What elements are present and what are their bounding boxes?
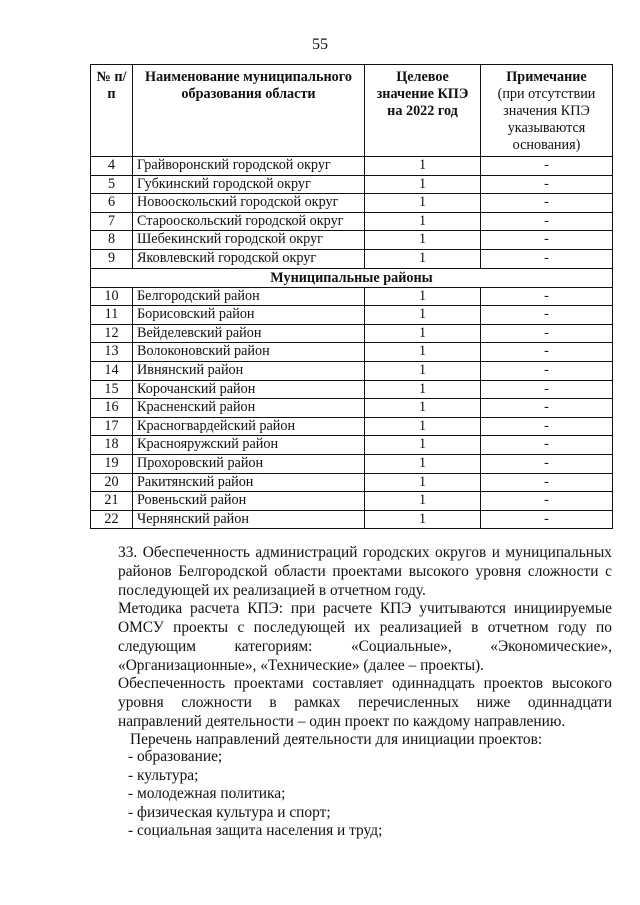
row-municipality-name: Волоконовский район xyxy=(133,343,365,362)
row-municipality-name: Прохоровский район xyxy=(133,454,365,473)
row-target-value: 1 xyxy=(365,473,481,492)
row-note: - xyxy=(481,249,613,268)
row-target-value: 1 xyxy=(365,454,481,473)
table-row xyxy=(91,194,613,213)
row-number: 4 xyxy=(91,157,133,176)
table-row xyxy=(91,287,613,306)
row-note: - xyxy=(481,380,613,399)
row-note: - xyxy=(481,454,613,473)
row-number: 15 xyxy=(91,380,133,399)
table-row xyxy=(91,399,613,418)
direction-item: - образование; xyxy=(128,748,223,765)
table-row xyxy=(91,492,613,511)
row-note: - xyxy=(481,306,613,325)
row-note: - xyxy=(481,231,613,250)
row-number: 6 xyxy=(91,194,133,213)
row-municipality-name: Борисовский район xyxy=(133,306,365,325)
header-note xyxy=(481,65,613,157)
row-target-value: 1 xyxy=(365,175,481,194)
header-note-title: Примечание xyxy=(506,69,587,85)
table-row xyxy=(91,175,613,194)
row-municipality-name: Грайворонский городской округ xyxy=(133,157,365,176)
row-municipality-name: Корочанский район xyxy=(133,380,365,399)
row-municipality-name: Ивнянский район xyxy=(133,361,365,380)
row-note: - xyxy=(481,212,613,231)
paragraph-provision: Обеспеченность проектами составляет одиннадцать проектов высокого уровня сложности в рамках перечисленных ниже одиннадцати направлений деятельности – один проект по каждому направлению. xyxy=(118,675,612,730)
row-number: 11 xyxy=(91,306,133,325)
row-municipality-name: Чернянский район xyxy=(133,510,365,529)
row-municipality-name: Белгородский район xyxy=(133,287,365,306)
table-row xyxy=(91,473,613,492)
row-note: - xyxy=(481,492,613,511)
row-note: - xyxy=(481,473,613,492)
header-target-value: Целевое значение КПЭ на 2022 год xyxy=(365,65,481,157)
row-municipality-name: Старооскольский городской округ xyxy=(133,212,365,231)
direction-item: - молодежная политика; xyxy=(128,785,286,803)
row-target-value: 1 xyxy=(365,306,481,325)
row-target-value: 1 xyxy=(365,399,481,418)
row-number: 10 xyxy=(91,287,133,306)
table-row xyxy=(91,306,613,325)
row-note: - xyxy=(481,324,613,343)
row-note: - xyxy=(481,399,613,418)
row-target-value: 1 xyxy=(365,510,481,529)
row-number: 16 xyxy=(91,399,133,418)
row-number: 14 xyxy=(91,361,133,380)
row-number: 20 xyxy=(91,473,133,492)
table-header-row xyxy=(91,65,613,157)
paragraph-33: 33. Обеспеченность администраций городских округов и муниципальных районов Белгородской области проектами высокого уровня сложности с последующей их реализацией в отчетном году. xyxy=(118,544,612,599)
row-target-value: 1 xyxy=(365,287,481,306)
row-target-value: 1 xyxy=(365,380,481,399)
row-target-value: 1 xyxy=(365,249,481,268)
row-note: - xyxy=(481,287,613,306)
kpe-table xyxy=(90,64,613,529)
table-row xyxy=(91,361,613,380)
row-municipality-name: Новооскольский городской округ xyxy=(133,194,365,213)
direction-item: - социальная защита населения и труд; xyxy=(128,822,383,840)
row-number: 13 xyxy=(91,343,133,362)
row-note: - xyxy=(481,157,613,176)
row-number: 12 xyxy=(91,324,133,343)
paragraph-methodology: Методика расчета КПЭ: при расчете КПЭ учитываются инициируемые ОМСУ проекты с последующей их реализацией в отчетном году по следующим категориям: «Социальные», «Экономические», «Организационные», «Технические» (далее – проекты). xyxy=(118,600,612,674)
table-row xyxy=(91,380,613,399)
row-note: - xyxy=(481,361,613,380)
row-target-value: 1 xyxy=(365,157,481,176)
page-number: 55 xyxy=(312,36,328,53)
table-row xyxy=(91,231,613,250)
row-number: 7 xyxy=(91,212,133,231)
row-number: 18 xyxy=(91,436,133,455)
row-target-value: 1 xyxy=(365,436,481,455)
row-municipality-name: Губкинский городской округ xyxy=(133,175,365,194)
table-row xyxy=(91,417,613,436)
row-municipality-name: Шебекинский городской округ xyxy=(133,231,365,250)
row-municipality-name: Краснояружский район xyxy=(133,436,365,455)
row-municipality-name: Красногвардейский район xyxy=(133,417,365,436)
row-municipality-name: Ровеньский район xyxy=(133,492,365,511)
row-note: - xyxy=(481,510,613,529)
row-municipality-name: Яковлевский городской округ xyxy=(133,249,365,268)
table-row xyxy=(91,454,613,473)
row-target-value: 1 xyxy=(365,324,481,343)
directions-list xyxy=(128,748,382,841)
row-municipality-name: Красненский район xyxy=(133,399,365,418)
group-title: Муниципальные районы xyxy=(91,268,613,287)
direction-item: - физическая культура и спорт; xyxy=(128,803,331,821)
row-number: 5 xyxy=(91,175,133,194)
row-number: 9 xyxy=(91,249,133,268)
row-number: 19 xyxy=(91,454,133,473)
table-row xyxy=(91,324,613,343)
table-row xyxy=(91,343,613,362)
row-target-value: 1 xyxy=(365,231,481,250)
table-row xyxy=(91,212,613,231)
direction-item: - культура; xyxy=(128,766,199,784)
row-number: 22 xyxy=(91,510,133,529)
table-group-row xyxy=(91,268,613,287)
row-target-value: 1 xyxy=(365,361,481,380)
table-row xyxy=(91,510,613,529)
row-target-value: 1 xyxy=(365,417,481,436)
row-municipality-name: Ракитянский район xyxy=(133,473,365,492)
row-target-value: 1 xyxy=(365,343,481,362)
table-row xyxy=(91,436,613,455)
header-number: № п/п xyxy=(91,65,133,157)
table-body-top xyxy=(91,157,613,269)
table-row xyxy=(91,249,613,268)
header-note-subtitle: (при отсутствии значения КПЭ указываются основания) xyxy=(497,86,596,153)
row-target-value: 1 xyxy=(365,492,481,511)
row-number: 8 xyxy=(91,231,133,250)
row-note: - xyxy=(481,417,613,436)
row-municipality-name: Вейделевский район xyxy=(133,324,365,343)
row-target-value: 1 xyxy=(365,212,481,231)
row-note: - xyxy=(481,343,613,362)
row-note: - xyxy=(481,436,613,455)
row-number: 21 xyxy=(91,492,133,511)
paragraph-directions-intro: Перечень направлений деятельности для инициации проектов: xyxy=(130,731,543,748)
row-note: - xyxy=(481,175,613,194)
row-target-value: 1 xyxy=(365,194,481,213)
row-note: - xyxy=(481,194,613,213)
row-number: 17 xyxy=(91,417,133,436)
table-row xyxy=(91,157,613,176)
header-municipality-name: Наименование муниципального образования области xyxy=(133,65,365,157)
table-body-bottom xyxy=(91,287,613,529)
